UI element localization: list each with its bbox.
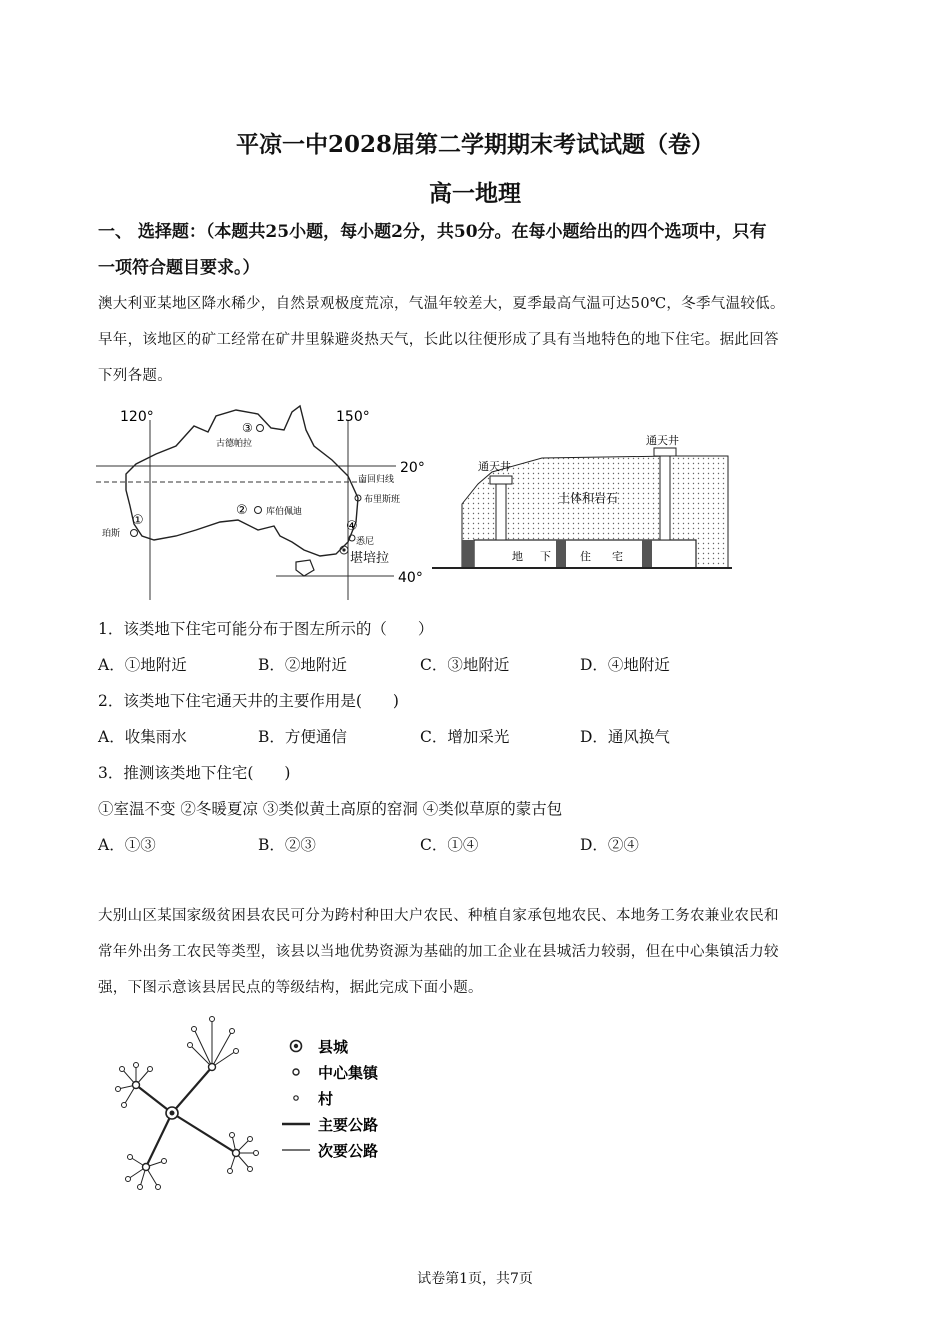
place-kanpeila: 堪培拉	[350, 551, 390, 566]
mark-1: ①	[132, 513, 144, 528]
capital-dot	[342, 548, 345, 551]
place-kubopeidi: 库伯佩迪	[266, 507, 303, 517]
section-heading	[98, 214, 858, 286]
q3-option-d: D．②④	[580, 836, 639, 854]
q2-option-d: D．通风换气	[580, 728, 670, 746]
pillar	[642, 540, 652, 568]
q2-option-c: C．增加采光	[420, 728, 510, 746]
county-seat-dot	[170, 1111, 175, 1116]
label-20: 20°	[400, 460, 425, 476]
q1-option-a: A．①地附近	[98, 656, 187, 674]
legend-county-label: 县城	[318, 1038, 349, 1056]
legend-town-icon	[293, 1069, 299, 1075]
q3-option-b: B．②③	[258, 836, 316, 854]
label-120: 120°	[120, 409, 154, 425]
exam-subject: 高一地理	[429, 180, 521, 207]
pillar	[462, 540, 474, 568]
legend-village-icon	[294, 1096, 298, 1100]
q1-option-d: D．④地附近	[580, 656, 670, 674]
q3-option-c: C．①④	[420, 836, 479, 854]
shaft-right-cap	[654, 448, 676, 456]
label-shaft-left: 通天井	[478, 460, 511, 473]
pillar	[556, 540, 566, 568]
place-nanhuiguixian: 南回归线	[358, 475, 395, 485]
dot-2	[255, 507, 262, 514]
passage-australia	[98, 286, 858, 394]
tasmania-outline	[296, 560, 314, 576]
shaft-left	[496, 482, 506, 540]
label-house-3: 住	[580, 550, 591, 563]
legend-main-road-label: 主要公路	[318, 1116, 379, 1134]
australia-map	[96, 402, 436, 600]
label-40: 40°	[398, 570, 423, 586]
shaft-right	[660, 454, 670, 540]
place-xini: 悉尼	[356, 537, 375, 547]
place-bulisiban: 布里斯班	[364, 495, 401, 505]
mark-2: ②	[236, 503, 248, 518]
mark-4: ④	[346, 519, 358, 534]
question-1-stem: 1．该类地下住宅可能分布于图左所示的（ ）	[98, 620, 434, 638]
label-soil: 土体和岩石	[558, 491, 619, 505]
shaft-left-cap	[490, 476, 512, 484]
q1-option-b: B．②地附近	[258, 656, 347, 674]
passage-line: 常年外出务工农民等类型，该县以当地优势资源为基础的加工企业在县城活力较弱，但在中心集镇活力较	[98, 944, 779, 960]
label-150: 150°	[336, 409, 370, 425]
passage-line: 大别山区某国家级贫困县农民可分为跨村种田大户农民、种植自家承包地农民、本地务工务农兼业农民和	[98, 908, 779, 924]
section-heading-line2: 一项符合题目要求。）	[98, 258, 260, 278]
passage-line: 强，下图示意该县居民点的等级结构，据此完成下面小题。	[98, 980, 483, 996]
place-bosi: 珀斯	[102, 529, 121, 539]
label-shaft-right: 通天井	[646, 434, 679, 447]
q3-option-a: A．①③	[98, 836, 156, 854]
label-house-2: 下	[540, 550, 551, 563]
underground-house-section	[432, 432, 732, 572]
label-house-1: 地	[512, 550, 523, 563]
dot-bosi	[131, 530, 138, 537]
legend	[282, 1038, 379, 1160]
q2-option-a: A．收集雨水	[98, 728, 187, 746]
place-gudepala: 古德帕拉	[216, 439, 253, 449]
q1-option-c: C．③地附近	[420, 656, 510, 674]
section-heading-line1: 一、 选择题：（本题共25小题，每小题2分，共50分。在每小题给出的四个选项中，只有	[98, 222, 767, 242]
label-house-4: 宅	[612, 550, 623, 563]
passage-line: 澳大利亚某地区降水稀少，自然景观极度荒凉，气温年较差大，夏季最高气温可达50℃，冬季气温较低。	[98, 296, 785, 312]
page-footer: 试卷第1页，共7页	[417, 1271, 533, 1287]
legend-minor-road-label: 次要公路	[318, 1142, 379, 1160]
central-towns	[133, 1064, 240, 1171]
dot-3	[257, 425, 264, 432]
q2-option-b: B．方便通信	[258, 728, 347, 746]
villages	[116, 1017, 259, 1190]
passage-line: 早年，该地区的矿工经常在矿井里躲避炎热天气，长此以往便形成了具有当地特色的地下住宅。据此回答	[98, 332, 779, 348]
legend-village-label: 村	[318, 1090, 334, 1108]
question-2-stem: 2．该类地下住宅通天井的主要作用是( )	[98, 692, 399, 710]
settlement-hierarchy-diagram	[100, 1005, 400, 1195]
question-3-statements: ①室温不变 ②冬暖夏凉 ③类似黄土高原的窑洞 ④类似草原的蒙古包	[98, 800, 563, 818]
mark-3: ③	[242, 421, 253, 435]
passage-line: 下列各题。	[98, 368, 172, 384]
legend-town-label: 中心集镇	[318, 1064, 379, 1082]
exam-title: 平凉一中2028届第二学期期末考试试题（卷）	[235, 131, 714, 158]
question-3-stem: 3．推测该类地下住宅( )	[98, 764, 291, 782]
road-network	[118, 1019, 256, 1187]
passage-dabieshan	[98, 898, 858, 1006]
